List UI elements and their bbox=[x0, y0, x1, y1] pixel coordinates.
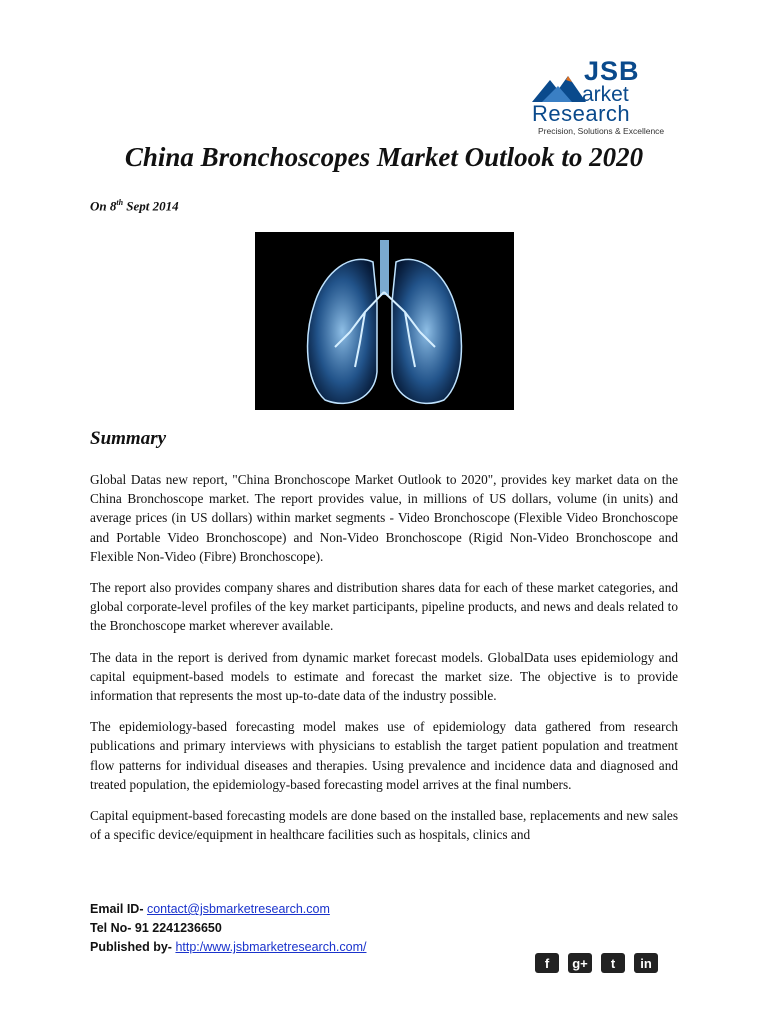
paragraph: Capital equipment-based forecasting models are done based on the installed base, replacements and new sales of a specific device/equipment in healthcare facilities such as hospitals, clinics and bbox=[90, 808, 678, 843]
publication-date: On 8th Sept 2014 bbox=[90, 198, 179, 214]
paragraph: The epidemiology-based forecasting model makes use of epidemiology data gathered from research publications and primary interviews with physicians to establish the target patient population and treatment flow patterns for individual diseases and therapies. Using prevalence and incidence data and diagnosed and treated population, the epidemiology-based forecasting model arrives at the final numbers. bbox=[90, 719, 678, 792]
paragraph: Global Datas new report, "China Bronchoscope Market Outlook to 2020", provides key market data on the China Bronchoscope market. The report provides value, in millions of US dollars, volume (in units) and average prices (in US dollars) within market segments - Video Bronchoscope (Flexible Video Bronchoscope and Portable Video Bronchoscope) and Non-Video Bronchoscope (Rigid Non-Video Bronchoscope and Flexible Non-Video (Fibre) Bronchoscope). bbox=[90, 472, 678, 564]
paragraph: The data in the report is derived from dynamic market forecast models. GlobalData uses epidemiology and capital equipment-based models to estimate and forecast the market size. The objective is to provide information that represents the most up-to-date data of the industry possible. bbox=[90, 649, 678, 704]
paragraph: The report also provides company shares and distribution shares data for each of these market categories, and global corporate-level profiles of the key market participants, pipeline products, and news and deals related to the Bronchoscope market wherever available. bbox=[90, 580, 678, 634]
jsb-logo bbox=[530, 50, 680, 140]
tel-line: Tel No- 91 2241236650 bbox=[90, 921, 222, 935]
page-title: China Bronchoscopes Market Outlook to 2020 bbox=[124, 142, 644, 172]
contact-block bbox=[90, 900, 366, 957]
website-link[interactable]: http:/www.jsbmarketresearch.com/ bbox=[175, 940, 367, 954]
linkedin-icon[interactable]: in bbox=[634, 953, 658, 973]
email-link[interactable]: contact@jsbmarketresearch.com bbox=[146, 902, 330, 916]
social-icons bbox=[535, 953, 658, 973]
logo-tagline: Precision, Solutions & Excellence bbox=[538, 126, 665, 136]
logo-research-text: Research bbox=[532, 101, 631, 126]
published-line: Published by- http:/www.jsbmarketresearch.com/ bbox=[90, 940, 367, 954]
summary-body bbox=[90, 470, 678, 856]
email-line: Email ID- contact@jsbmarketresearch.com bbox=[90, 902, 330, 916]
logo-market-text: arket bbox=[582, 83, 629, 106]
logo-jsb-text: JSB bbox=[584, 56, 640, 86]
twitter-icon[interactable]: t bbox=[601, 953, 625, 973]
google-plus-icon[interactable]: g+ bbox=[568, 953, 592, 973]
lungs-image bbox=[255, 232, 514, 410]
summary-heading: Summary bbox=[90, 428, 167, 449]
facebook-icon[interactable]: f bbox=[535, 953, 559, 973]
